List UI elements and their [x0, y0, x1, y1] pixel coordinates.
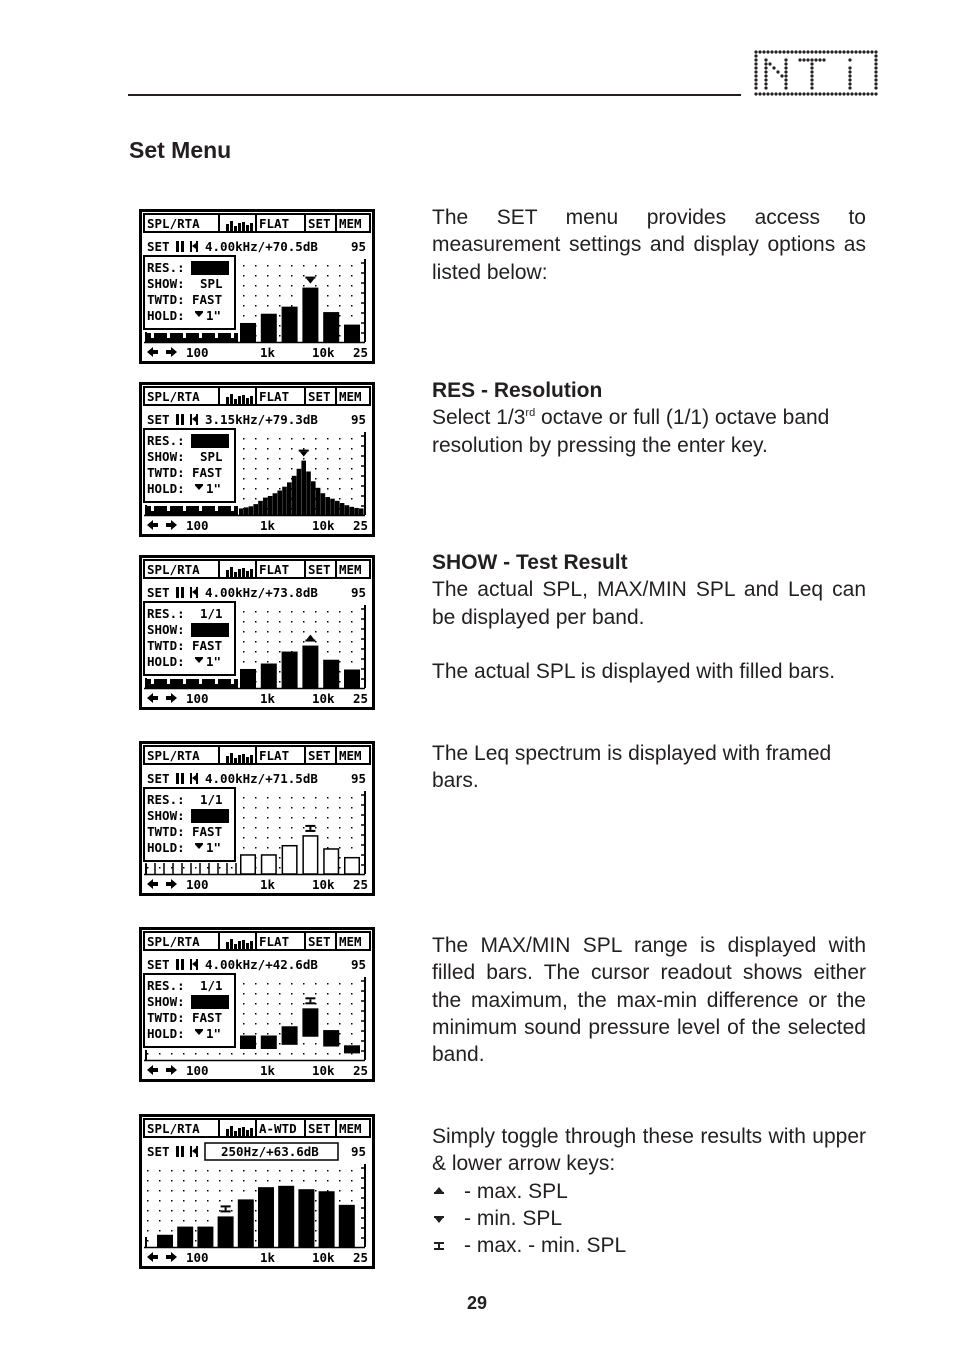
lcd-axis-label: 25	[353, 518, 369, 533]
lcd-band-bar	[177, 1227, 193, 1247]
lcd-tab-mode: SPL/RTA	[147, 748, 200, 763]
lcd-menu-label: SHOW:	[147, 808, 185, 823]
toggle-item-min	[432, 1205, 866, 1232]
lcd-menu-label: HOLD:	[147, 840, 185, 855]
lcd-axis-label: 10k	[312, 877, 335, 892]
lcd-menu-label: RES.:	[147, 978, 185, 993]
lcd-tab-mem: MEM	[339, 934, 362, 949]
lcd-band-bar	[282, 652, 298, 688]
show-text-2: The actual SPL is displayed with filled bars.	[432, 659, 836, 683]
lcd-info-label: SET	[147, 1144, 170, 1159]
lcd-menu-value: 1"	[206, 308, 222, 323]
lcd-band-bar	[323, 1030, 339, 1046]
lcd-floor-gap	[183, 679, 186, 684]
lcd-band-bar	[197, 1227, 213, 1247]
section-title: Set Menu	[129, 137, 232, 163]
lcd-menu-label: RES.:	[147, 260, 185, 275]
lcd-menu-value: 1"	[206, 654, 222, 669]
lcd-floor-gap	[231, 333, 234, 338]
lcd-band-bar	[354, 508, 359, 515]
lcd-tab-mode: SPL/RTA	[147, 216, 200, 231]
lcd-floor-gap	[215, 333, 218, 338]
show-text-1: The actual SPL, MAX/MIN SPL and Leq can be displayed per band.	[432, 578, 866, 629]
cursor-max-marker	[305, 640, 315, 642]
lcd-band-bar	[157, 1235, 173, 1247]
lcd-menu-label: SHOW:	[147, 276, 185, 291]
intro-text: The SET menu provides access to measurement settings and display options as listed below:	[432, 206, 866, 284]
toggle-item-max	[432, 1178, 866, 1205]
lcd-floor-strip	[146, 506, 238, 515]
hold-min-icon	[195, 484, 203, 486]
lcd-tab-weighting: FLAT	[259, 216, 290, 231]
lcd-axis-label: 25	[353, 345, 369, 360]
lcd-axis-label: 100	[186, 518, 209, 533]
lcd-floor-gap	[167, 679, 170, 684]
lcd-tab-mem: MEM	[339, 216, 362, 231]
lcd-axis-label: 10k	[312, 691, 335, 706]
hold-min-icon	[195, 657, 203, 659]
lcd-menu-label: RES.:	[147, 792, 185, 807]
lcd-menu-label: TWTD:	[147, 465, 185, 480]
lcd-band-bar	[359, 508, 364, 515]
lcd-band-bar	[345, 858, 360, 874]
lcd-axis-label: 1k	[260, 1250, 276, 1265]
lcd-band-bar	[302, 1008, 318, 1036]
lcd-menu-label: TWTD:	[147, 292, 185, 307]
lcd-menu-value: FAST	[192, 292, 223, 307]
lcd-screen-res-1-3	[139, 382, 375, 537]
lcd-frame	[141, 1116, 374, 1268]
lcd-band-bar	[324, 849, 339, 874]
lcd-menu-value: 1"	[206, 840, 222, 855]
lcd-band-bar	[262, 855, 277, 874]
lcd-axis-label: 10k	[312, 1250, 335, 1265]
lcd-menu-value: FAST	[192, 824, 223, 839]
lcd-floor-gap	[183, 506, 186, 511]
lcd-floor-gap	[231, 506, 234, 511]
lcd-menu-value: FAST	[192, 1010, 223, 1025]
res-heading: RES - Resolution	[432, 379, 603, 402]
lcd-tab-set: SET	[308, 748, 331, 763]
lcd-axis-label: 10k	[312, 1063, 335, 1078]
lcd-band-bar	[241, 855, 256, 874]
lcd-info-label: SET	[147, 771, 170, 786]
lcd-floor-gap	[151, 506, 154, 511]
lcd-axis-label: 1k	[260, 1063, 276, 1078]
lcd-band-bar	[323, 660, 339, 688]
lcd-screen-show-maxmin	[139, 927, 375, 1082]
lcd-band-bar	[344, 1045, 360, 1053]
lcd-menu-value: 1/1	[200, 260, 223, 275]
lcd-menu-value: 1/1	[200, 606, 223, 621]
leq-block	[432, 740, 866, 795]
lcd-band-bar	[282, 1026, 298, 1045]
lcd-axis-label: 10k	[312, 518, 335, 533]
lcd-menu-value: SPL	[200, 622, 223, 637]
lcd-band-bar	[349, 507, 354, 515]
lcd-menu-value: FAST	[192, 465, 223, 480]
lcd-menu-value: 1"	[206, 1026, 222, 1041]
lcd-tab-set: SET	[308, 562, 331, 577]
cursor-maxmin-stem	[225, 1207, 227, 1210]
lcd-menu-label: SHOW:	[147, 449, 185, 464]
lcd-axis-label: 25	[353, 1063, 369, 1078]
lcd-band-bar	[240, 1036, 256, 1049]
lcd-menu-value: LEQ	[200, 808, 223, 823]
lcd-menu-label: SHOW:	[147, 994, 185, 1009]
lcd-menu-label: SHOW:	[147, 622, 185, 637]
logo-dots	[754, 50, 877, 95]
lcd-band-bar	[319, 1191, 335, 1247]
lcd-info-value: 4.00kHz/+42.6dB	[205, 957, 318, 972]
show-heading: SHOW - Test Result	[432, 551, 628, 574]
maxmin-text: The MAX/MIN SPL range is displayed with filled bars. The cursor readout shows either the maximum, the max-min difference or the minimum sound pressure level of the selected band.	[432, 934, 866, 1067]
res-block	[432, 377, 866, 459]
lcd-band-bar	[306, 471, 311, 515]
lcd-info-range: 95	[351, 585, 367, 600]
lcd-tab-set: SET	[308, 934, 331, 949]
lcd-tab-weighting: A-WTD	[259, 1121, 297, 1136]
lcd-band-bar	[282, 846, 297, 874]
cursor-maxmin-top	[221, 1205, 231, 1207]
lcd-band-bar	[258, 501, 263, 515]
lcd-floor-gap	[199, 679, 202, 684]
lcd-band-bar	[273, 493, 278, 515]
leq-text: The Leq spectrum is displayed with framed bars.	[432, 742, 832, 793]
header-rule	[128, 94, 741, 96]
max-min-icon	[432, 1241, 464, 1251]
toggle-item-label: - min. SPL	[464, 1206, 563, 1230]
lcd-floor-gap	[183, 333, 186, 338]
lcd-floor-gap	[215, 679, 218, 684]
lcd-menu-label: HOLD:	[147, 481, 185, 496]
lcd-info-value: 3.15kHz/+79.3dB	[205, 412, 318, 427]
lcd-tab-set: SET	[308, 1121, 331, 1136]
lcd-band-bar	[261, 314, 277, 342]
lcd-band-bar	[325, 497, 330, 515]
lcd-menu-value: 1"	[206, 481, 222, 496]
lcd-menu-value: SPL	[200, 276, 223, 291]
lcd-info-range: 95	[351, 239, 367, 254]
lcd-axis-label: 100	[186, 691, 209, 706]
lcd-band-bar	[302, 646, 318, 688]
lcd-tab-mem: MEM	[339, 748, 362, 763]
lcd-band-bar	[330, 499, 335, 515]
lcd-screen-show-leq	[139, 741, 375, 896]
lcd-band-bar	[261, 664, 277, 688]
lcd-menu-label: RES.:	[147, 433, 185, 448]
lcd-tab-set: SET	[308, 389, 331, 404]
lcd-floor-gap	[231, 679, 234, 684]
lcd-band-bar	[253, 504, 258, 515]
cursor-maxmin-bottom	[221, 1210, 231, 1212]
lcd-floor-gap	[199, 506, 202, 511]
lcd-band-bar	[239, 508, 244, 515]
cursor-maxmin-top	[305, 825, 315, 827]
maxmin-block	[432, 932, 866, 1068]
lcd-band-bar	[316, 488, 321, 515]
lcd-tab-mode: SPL/RTA	[147, 934, 200, 949]
lcd-menu-value: 1/3	[200, 433, 223, 448]
lcd-info-label: SET	[147, 239, 170, 254]
lcd-floor-strip	[146, 679, 238, 688]
lcd-menu-value: 1/1	[200, 792, 223, 807]
lcd-band-bar	[301, 461, 306, 515]
lcd-axis-label: 100	[186, 1063, 209, 1078]
lcd-screen-a-weighted	[139, 1114, 375, 1269]
lcd-band-bar	[278, 1186, 294, 1247]
lcd-info-range: 95	[351, 771, 367, 786]
lcd-band-bar	[244, 507, 249, 515]
lcd-axis-label: 10k	[312, 345, 335, 360]
lcd-band-bar	[323, 312, 339, 342]
lcd-floor-gap	[215, 506, 218, 511]
intro-block	[432, 204, 866, 286]
lcd-band-bar	[335, 501, 340, 515]
lcd-band-bar	[311, 481, 316, 515]
lcd-menu-label: RES.:	[147, 606, 185, 621]
lcd-tab-weighting: FLAT	[259, 748, 290, 763]
lcd-info-range: 95	[351, 957, 367, 972]
lcd-axis-label: 25	[353, 1250, 369, 1265]
lcd-floor-gap	[199, 333, 202, 338]
lcd-axis-label: 100	[186, 877, 209, 892]
lcd-band-bar	[218, 1216, 234, 1247]
hold-min-icon	[195, 1029, 203, 1031]
lcd-info-value: 4.00kHz/+73.8dB	[205, 585, 318, 600]
lcd-info-label: SET	[147, 585, 170, 600]
lcd-band-bar	[345, 505, 350, 515]
lcd-tab-set: SET	[308, 216, 331, 231]
lcd-axis-label: 1k	[260, 691, 276, 706]
max-arrow-icon	[432, 1186, 464, 1196]
lcd-axis-label: 1k	[260, 877, 276, 892]
lcd-axis-label: 100	[186, 345, 209, 360]
lcd-menu-label: HOLD:	[147, 1026, 185, 1041]
lcd-band-bar	[297, 469, 302, 515]
lcd-tab-weighting: FLAT	[259, 562, 290, 577]
lcd-tab-weighting: FLAT	[259, 389, 290, 404]
hold-min-icon	[195, 311, 203, 313]
toggle-block	[432, 1123, 866, 1259]
cursor-maxmin-bottom	[305, 830, 315, 832]
lcd-band-bar	[303, 836, 318, 874]
cursor-maxmin-bottom	[305, 1002, 315, 1004]
lcd-screen-res-1-1	[139, 209, 375, 364]
lcd-info-value: 250Hz/+63.6dB	[221, 1144, 319, 1159]
min-arrow-icon	[432, 1214, 464, 1224]
res-text: Select 1/3rd octave or full (1/1) octave band resolution by pressing the enter key.	[432, 406, 830, 457]
toggle-item-label: - max. SPL	[464, 1179, 568, 1203]
lcd-menu-label: TWTD:	[147, 638, 185, 653]
lcd-menu-label: TWTD:	[147, 1010, 185, 1025]
lcd-band-bar	[282, 307, 298, 342]
lcd-axis-label: 25	[353, 877, 369, 892]
lcd-band-bar	[261, 1036, 277, 1049]
cursor-maxmin-top	[305, 997, 315, 999]
lcd-band-bar	[240, 669, 256, 688]
lcd-band-bar	[268, 496, 273, 515]
lcd-band-bar	[292, 476, 297, 515]
lcd-floor-gap	[167, 506, 170, 511]
lcd-tab-mode: SPL/RTA	[147, 1121, 200, 1136]
lcd-band-bar	[287, 482, 292, 515]
lcd-band-bar	[344, 670, 360, 688]
lcd-info-label: SET	[147, 412, 170, 427]
lcd-info-value: 4.00kHz/+70.5dB	[205, 239, 318, 254]
lcd-axis-label: 1k	[260, 518, 276, 533]
lcd-menu-value: 1/1	[200, 978, 223, 993]
lcd-band-bar	[339, 1205, 355, 1247]
lcd-screen-show-spl	[139, 555, 375, 710]
lcd-band-bar	[282, 487, 287, 515]
lcd-menu-value: SPL	[200, 449, 223, 464]
nti-dotmatrix-logo	[754, 50, 878, 96]
lcd-tab-mem: MEM	[339, 562, 362, 577]
toggle-intro: Simply toggle through these results with upper & lower arrow keys:	[432, 1125, 866, 1176]
lcd-menu-label: TWTD:	[147, 824, 185, 839]
lcd-info-range: 95	[351, 412, 367, 427]
lcd-band-bar	[344, 325, 360, 342]
lcd-band-bar	[321, 493, 326, 515]
lcd-band-bar	[298, 1189, 314, 1247]
lcd-floor-gap	[167, 333, 170, 338]
lcd-band-bar	[258, 1187, 274, 1247]
lcd-info-range: 95	[351, 1144, 367, 1159]
toggle-item-label: - max. - min. SPL	[464, 1234, 627, 1258]
cursor-maxmin-stem	[309, 827, 311, 830]
lcd-menu-label: HOLD:	[147, 654, 185, 669]
lcd-floor-strip	[146, 333, 238, 342]
lcd-tab-mem: MEM	[339, 1121, 362, 1136]
lcd-band-bar	[238, 1199, 254, 1247]
lcd-menu-value: +-	[200, 994, 216, 1009]
lcd-band-bar	[249, 506, 254, 515]
lcd-band-bar	[240, 323, 256, 342]
cursor-min-marker	[299, 450, 309, 452]
lcd-band-bar	[263, 498, 268, 515]
lcd-menu-label: HOLD:	[147, 308, 185, 323]
lcd-tab-mem: MEM	[339, 389, 362, 404]
lcd-tab-weighting: FLAT	[259, 934, 290, 949]
cursor-maxmin-stem	[309, 999, 311, 1002]
lcd-axis-label: 100	[186, 1250, 209, 1265]
lcd-axis-label: 1k	[260, 345, 276, 360]
lcd-band-bar	[340, 503, 345, 515]
toggle-item-maxmin	[432, 1232, 866, 1259]
lcd-menu-value: FAST	[192, 638, 223, 653]
lcd-floor-gap	[151, 333, 154, 338]
lcd-tab-mode: SPL/RTA	[147, 389, 200, 404]
lcd-info-value: 4.00kHz/+71.5dB	[205, 771, 318, 786]
show-block	[432, 549, 866, 685]
lcd-band-bar	[277, 491, 282, 515]
lcd-floor-gap	[151, 679, 154, 684]
lcd-info-label: SET	[147, 957, 170, 972]
lcd-axis-label: 25	[353, 691, 369, 706]
lcd-band-bar	[302, 288, 318, 342]
page-number: 29	[466, 1293, 488, 1313]
lcd-tab-mode: SPL/RTA	[147, 562, 200, 577]
cursor-min-marker	[305, 277, 315, 279]
hold-min-icon	[195, 843, 203, 845]
